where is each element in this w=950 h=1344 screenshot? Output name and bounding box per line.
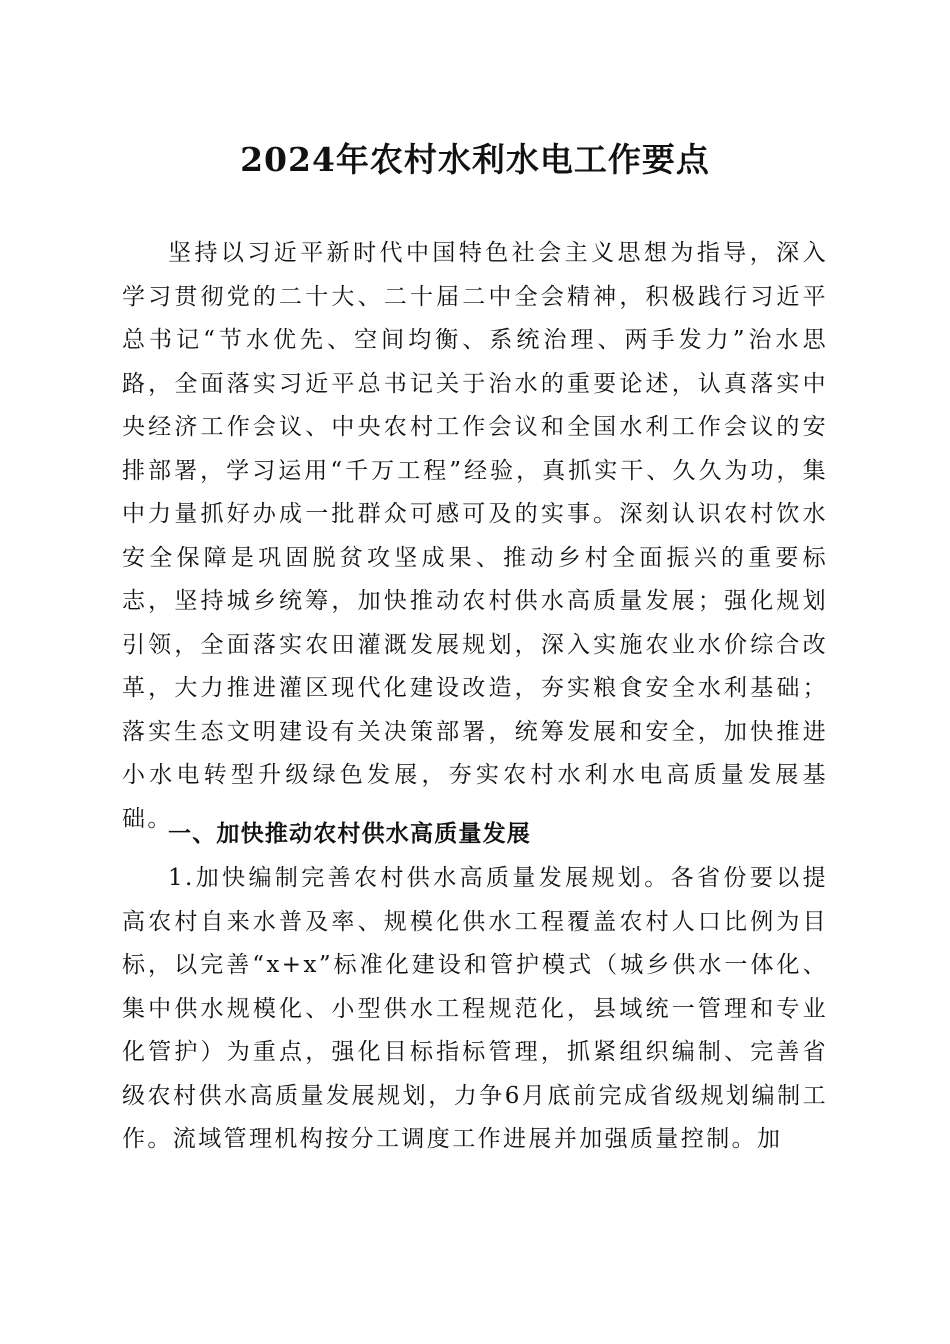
section-heading: 一、加快推动农村供水高质量发展	[168, 821, 531, 847]
intro-paragraph: 坚持以习近平新时代中国特色社会主义思想为指导，深入学习贯彻党的二十大、二十届二中全会精神，积极践行习近平总书记“节水优先、空间均衡、系统治理、两手发力”治水思路，全面落实习近平总书记关于治水的重要论述，认真落实中央经济工作会议、中央农村工作会议和全国水利工作会议的安排部署，学习运用“千万工程”经验，真抓实干、久久为功，集中力量抓好办成一批群众可感可及的实事。深刻认识农村饮水安全保障是巩固脱贫攻坚成果、推动乡村全面振兴的重要标志，坚持城乡统筹，加快推动农村供水高质量发展；强化规划引领，全面落实农田灌溉发展规划，深入实施农业水价综合改革，大力推进灌区现代化建设改造，夯实粮食安全水利基础；落实生态文明建设有关决策部署，统筹发展和安全，加快推进小水电转型升级绿色发展，夯实农村水利水电高质量发展基础。	[122, 240, 828, 832]
section-paragraph: 1.加快编制完善农村供水高质量发展规划。各省份要以提高农村自来水普及率、规模化供水工程覆盖农村人口比例为目标，以完善“x+x”标准化建设和管护模式（城乡供水一体化、集中供水规模化、小型供水工程规范化，县域统一管理和专业化管护）为重点，强化目标指标管理，抓紧组织编制、完善省级农村供水高质量发展规划，力争6月底前完成省级规划编制工作。流域管理机构按分工调度工作进展并加强质量控制。加	[122, 865, 828, 1152]
document-title: 2024年农村水利水电工作要点	[240, 140, 710, 179]
